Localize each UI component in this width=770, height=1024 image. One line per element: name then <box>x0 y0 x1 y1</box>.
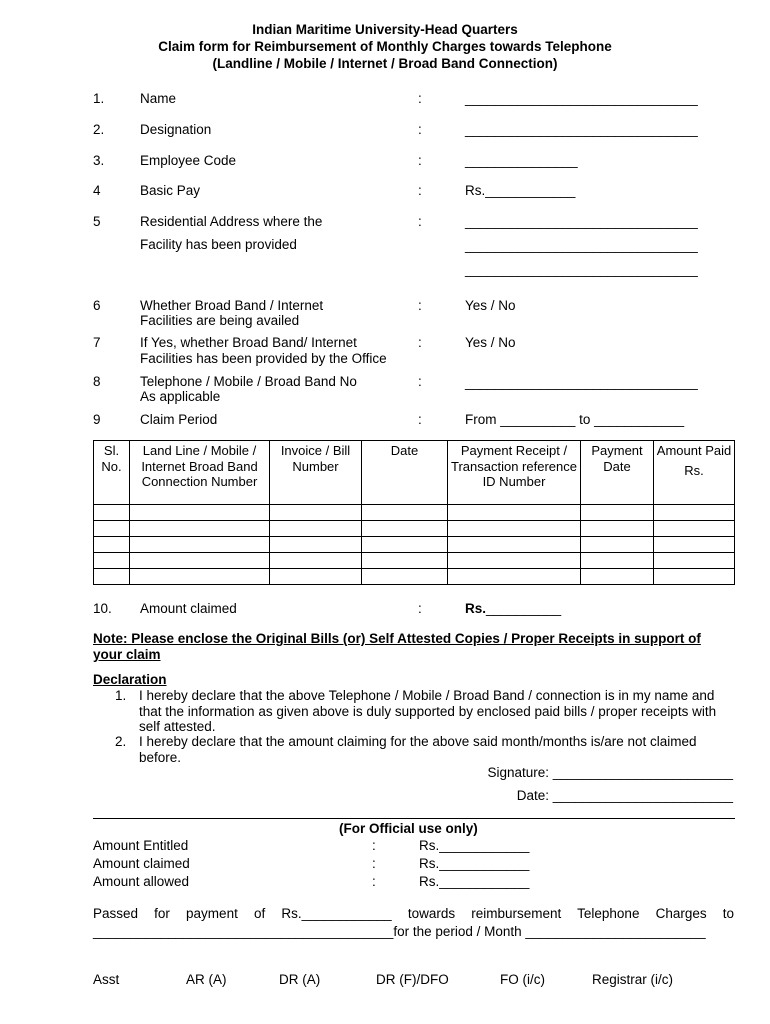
table-row <box>94 569 735 585</box>
col-header-payment-date: Payment Date <box>581 441 654 505</box>
table-cell[interactable] <box>270 553 362 569</box>
field-number: 6 <box>93 298 101 313</box>
table-cell[interactable] <box>362 569 448 585</box>
colon: : <box>418 412 422 427</box>
table-cell[interactable] <box>362 521 448 537</box>
col-header-invoice-number: Invoice / Bill Number <box>270 441 362 505</box>
amount-entitled-label: Amount Entitled <box>93 838 189 853</box>
address-label-cont: Facility has been provided <box>140 237 297 252</box>
table-row <box>94 537 735 553</box>
table-cell[interactable] <box>362 553 448 569</box>
table-cell[interactable] <box>130 521 270 537</box>
table-cell[interactable] <box>654 521 735 537</box>
passed-for-payment-text: Passed for payment of Rs.____________ towards reimbursement Telephone Charges to <box>93 906 734 921</box>
employee-code-field[interactable]: _______________ <box>465 153 578 168</box>
divider <box>93 818 735 819</box>
designation-label: Designation <box>140 122 212 137</box>
colon: : <box>418 298 422 313</box>
colon: : <box>418 214 422 229</box>
field-number: 2. <box>93 122 105 137</box>
colon: : <box>418 91 422 106</box>
form-title: Claim form for Reimbursement of Monthly Charges towards Telephone <box>158 39 612 54</box>
col-header-date: Date <box>362 441 448 505</box>
note-text: Note: Please enclose the Original Bills (or) Self Attested Copies / Proper Receipts in support of your claim <box>93 631 701 662</box>
table-row <box>94 505 735 521</box>
claim-period-label: Claim Period <box>140 412 218 427</box>
table-cell[interactable] <box>94 569 130 585</box>
table-cell[interactable] <box>94 553 130 569</box>
table-cell[interactable] <box>581 505 654 521</box>
signatory-ar-a: AR (A) <box>186 972 227 987</box>
table-cell[interactable] <box>94 521 130 537</box>
amount-claimed-field[interactable] <box>465 601 561 616</box>
colon: : <box>418 374 422 389</box>
table-cell[interactable] <box>654 505 735 521</box>
field-number: 10. <box>93 601 112 616</box>
signatory-dr-f-dfo: DR (F)/DFO <box>376 972 449 987</box>
field-number: 1. <box>93 91 105 106</box>
colon: : <box>418 183 422 198</box>
telephone-no-label-cont: As applicable <box>140 389 221 404</box>
table-cell[interactable] <box>362 505 448 521</box>
address-field-line1[interactable]: _______________________________ <box>465 214 698 229</box>
colon: : <box>418 122 422 137</box>
signatory-asst: Asst <box>93 972 120 987</box>
field-number: 9 <box>93 412 101 427</box>
designation-field[interactable]: _______________________________ <box>465 122 698 137</box>
official-use-heading: (For Official use only) <box>339 821 478 836</box>
field-number: 8 <box>93 374 101 389</box>
table-cell[interactable] <box>130 569 270 585</box>
col-header-sl-no: Sl. No. <box>94 441 130 505</box>
table-cell[interactable] <box>448 569 581 585</box>
table-row <box>94 521 735 537</box>
provided-by-office-label: If Yes, whether Broad Band/ Internet <box>140 335 357 350</box>
provided-by-office-label-cont: Facilities has been provided by the Office <box>140 351 387 366</box>
declaration-heading: Declaration <box>93 672 167 687</box>
table-cell[interactable] <box>94 505 130 521</box>
address-field-line2[interactable]: _______________________________ <box>465 238 698 253</box>
field-number: 5 <box>93 214 101 229</box>
table-cell[interactable] <box>448 505 581 521</box>
telephone-no-label: Telephone / Mobile / Broad Band No <box>140 374 357 389</box>
declaration-item <box>115 734 735 765</box>
address-label: Residential Address where the <box>140 214 323 229</box>
colon: : <box>418 153 422 168</box>
official-amount-claimed-label: Amount claimed <box>93 856 190 871</box>
provided-by-office-choice[interactable]: Yes / No <box>465 335 516 350</box>
basic-pay-field[interactable]: Rs.____________ <box>465 183 576 198</box>
form-institution-title: Indian Maritime University-Head Quarters <box>252 22 518 37</box>
declaration-item-text: I hereby declare that the amount claiming for the above said month/months is/are not claimed before. <box>139 734 697 765</box>
declaration-item-number: 2. <box>115 734 127 749</box>
employee-code-label: Employee Code <box>140 153 237 168</box>
table-cell[interactable] <box>130 537 270 553</box>
claim-period-field[interactable]: From __________ to ____________ <box>465 412 685 427</box>
address-field-line3[interactable]: _______________________________ <box>465 262 698 277</box>
declaration-item-number: 1. <box>115 688 127 703</box>
name-field[interactable]: _______________________________ <box>465 91 698 106</box>
amount-entitled-field[interactable]: Rs.____________ <box>419 838 530 853</box>
declaration-item-text: I hereby declare that the above Telephone / Mobile / Broad Band / connection is in my name and that the information as given above is duly supported by enclosed paid bills / proper receipts with self attested. <box>139 688 717 734</box>
colon: : <box>372 856 376 871</box>
table-cell[interactable] <box>581 537 654 553</box>
col-header-amount-paid <box>654 441 735 505</box>
table-cell[interactable] <box>270 537 362 553</box>
colon: : <box>418 601 422 616</box>
table-cell[interactable] <box>270 569 362 585</box>
table-cell[interactable] <box>270 521 362 537</box>
table-header-row <box>94 441 735 505</box>
table-cell[interactable] <box>581 521 654 537</box>
amount-claimed-rs: Rs. <box>465 601 487 616</box>
table-cell[interactable] <box>654 569 735 585</box>
table-cell[interactable] <box>448 553 581 569</box>
col-header-payment-receipt: Payment Receipt / Transaction reference ID Number <box>448 441 581 505</box>
broadband-availed-label-cont: Facilities are being availed <box>140 313 300 328</box>
signatory-registrar-ic: Registrar (i/c) <box>592 972 674 987</box>
telephone-no-field[interactable]: _______________________________ <box>465 375 698 390</box>
colon: : <box>372 874 376 889</box>
passed-period-text: ________________________________________for the period / Month ________________________ <box>93 924 706 939</box>
official-amount-claimed-field[interactable]: Rs.____________ <box>419 856 530 871</box>
table-row <box>94 553 735 569</box>
table-cell[interactable] <box>654 553 735 569</box>
colon: : <box>372 838 376 853</box>
table-cell[interactable] <box>130 553 270 569</box>
table-cell[interactable] <box>581 553 654 569</box>
amount-claimed-blank: __________ <box>486 601 562 616</box>
field-number: 4 <box>93 183 101 198</box>
table-cell[interactable] <box>581 569 654 585</box>
table-cell[interactable] <box>130 505 270 521</box>
field-number: 3. <box>93 153 105 168</box>
signatory-fo-ic: FO (i/c) <box>500 972 545 987</box>
signatory-dr-a: DR (A) <box>279 972 321 987</box>
name-label: Name <box>140 91 177 106</box>
form-subtitle: (Landline / Mobile / Internet / Broad Band Connection) <box>212 56 558 71</box>
table-cell[interactable] <box>94 537 130 553</box>
field-number: 7 <box>93 335 101 350</box>
declaration-date-field[interactable]: Date: ________________________ <box>516 788 733 803</box>
declaration-item <box>115 688 735 735</box>
claims-table <box>93 440 735 585</box>
amount-paid-label: Amount Paid <box>656 443 732 458</box>
col-header-connection-number: Land Line / Mobile / Internet Broad Band Connection Number <box>130 441 270 505</box>
signature-field[interactable]: Signature: ________________________ <box>487 765 733 780</box>
table-cell[interactable] <box>654 537 735 553</box>
broadband-availed-label: Whether Broad Band / Internet <box>140 298 324 313</box>
table-cell[interactable] <box>362 537 448 553</box>
amount-allowed-label: Amount allowed <box>93 874 190 889</box>
table-cell[interactable] <box>448 521 581 537</box>
table-cell[interactable] <box>270 505 362 521</box>
amount-allowed-field[interactable]: Rs.____________ <box>419 874 530 889</box>
basic-pay-label: Basic Pay <box>140 183 201 198</box>
broadband-availed-choice[interactable]: Yes / No <box>465 298 516 313</box>
table-cell[interactable] <box>448 537 581 553</box>
colon: : <box>418 335 422 350</box>
amount-claimed-label: Amount claimed <box>140 601 237 616</box>
amount-currency: Rs. <box>684 462 704 478</box>
